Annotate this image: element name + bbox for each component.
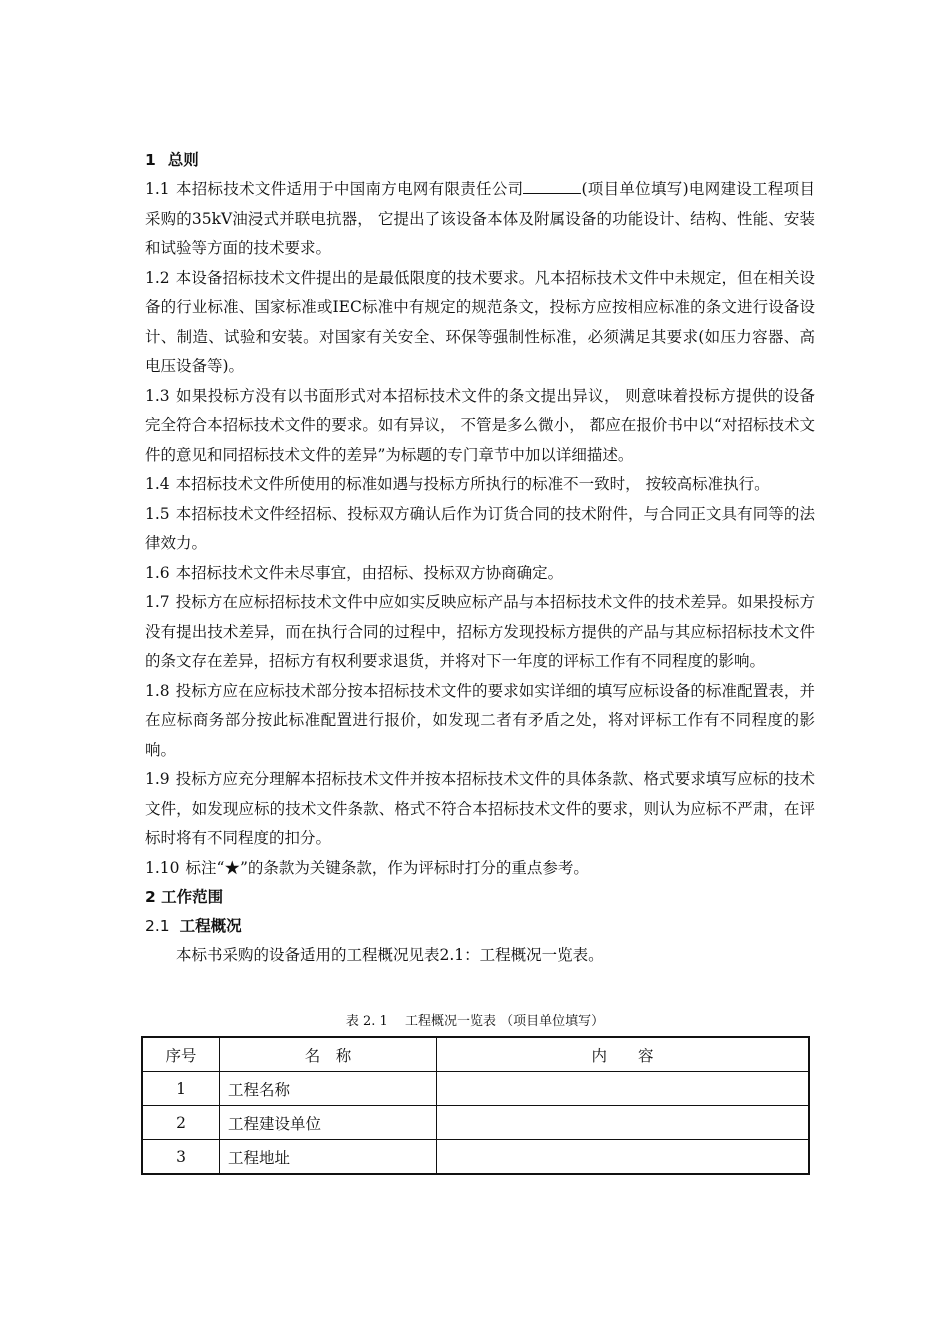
row-content-cell[interactable]	[437, 1106, 810, 1140]
clause-1-3: 1.3 如果投标方没有以书面形式对本招标技术文件的条文提出异议， 则意味着投标方提供的设备完全符合本招标技术文件的要求。如有异议， 不管是多么微小， 都应在报价书中以“对招标技术文件的意见和同招标技术文件的差异”为标题的专门章节中加以详细描述。	[145, 386, 816, 464]
clause-1-4: 1.4 本招标技术文件所使用的标准如遇与投标方所执行的标准不一致时， 按较高标准执行。	[145, 475, 770, 493]
table-caption: 表 2. 1 工程概况一览表 （项目单位填写）	[345, 1014, 605, 1029]
clause-1-8: 1.8 投标方应在应标技术部分按本招标技术文件的要求如实详细的填写应标设备的标准配置表，并在应标商务部分按此标准配置进行报价，如发现二者有矛盾之处，将对评标工作有不同程度的影响。	[145, 681, 815, 759]
row-content-cell[interactable]	[437, 1140, 810, 1175]
header-index: 序号	[142, 1037, 220, 1072]
row-index: 1	[142, 1072, 220, 1106]
clause-1-7: 1.7 投标方在应标招标技术文件中应如实反映应标产品与本招标技术文件的技术差异。如果投标方没有提出技术差异，而在执行合同的过程中，招标方发现投标方提供的产品与其应标招标技术文件的条文存在差异，招标方有权利要求退货，并将对下一年度的评标工作有不同程度的影响。	[145, 593, 815, 670]
row-name: 工程名称	[220, 1072, 437, 1106]
project-overview-table	[141, 1036, 810, 1175]
clause-1-6: 1.6 本招标技术文件未尽事宜，由招标、投标双方协商确定。	[145, 563, 564, 582]
table-header-row	[142, 1037, 809, 1072]
header-name: 名 称	[220, 1037, 437, 1072]
row-name: 工程地址	[220, 1140, 437, 1175]
row-content-cell[interactable]	[437, 1072, 810, 1106]
table-row	[142, 1140, 809, 1175]
header-content: 内 容	[437, 1037, 810, 1072]
clause-1-10: 1.10 标注“★”的条款为关键条款，作为评标时打分的重点参考。	[145, 858, 589, 877]
row-index: 3	[142, 1140, 220, 1175]
section-2-heading: 2 工作范围	[145, 888, 224, 906]
clause-1-9: 1.9 投标方应充分理解本招标技术文件并按本招标技术文件的具体条款、格式要求填写应标的技术文件，如发现应标的技术文件条款、格式不符合本招标技术文件的要求，则认为应标不严肃，在评标时将有不同程度的扣分。	[145, 770, 815, 847]
clause-1-5: 1.5 本招标技术文件经招标、投标双方确认后作为订货合同的技术附件，与合同正文具有同等的法律效力。	[145, 504, 815, 552]
row-index: 2	[142, 1106, 220, 1140]
section-title: 总则	[167, 151, 199, 169]
clause-1-2: 1.2 本设备招标技术文件提出的是最低限度的技术要求。凡本招标技术文件中未规定，但在相关设备的行业标准、国家标准或IEC标准中有规定的规范条文，投标方应按相应标准的条文进行设备设计、制造、试验和安装。对国家有关安全、环保等强制性标准，必须满足其要求(如压力容器、高电压设备等)。	[145, 268, 815, 375]
fill-in-blank[interactable]	[523, 179, 581, 194]
subsection-2-1-heading: 2.1 工程概况	[145, 917, 242, 935]
table-row	[142, 1072, 809, 1106]
section-1-heading	[145, 146, 815, 175]
clause-1-1: 1.1 本招标技术文件适用于中国南方电网有限责任公司 (项目单位填写)电网建设工程项目采购的35kV油浸式并联电抗器， 它提出了该设备本体及附属设备的功能设计、结构、性能、安装和试验等方面的技术要求。	[145, 180, 815, 257]
section-number: 1	[145, 151, 156, 169]
row-name: 工程建设单位	[220, 1106, 437, 1140]
subsection-2-1-intro: 本标书采购的设备适用的工程概况见表2.1：工程概况一览表。	[176, 946, 604, 964]
table-row	[142, 1106, 809, 1140]
document-body	[145, 146, 815, 970]
